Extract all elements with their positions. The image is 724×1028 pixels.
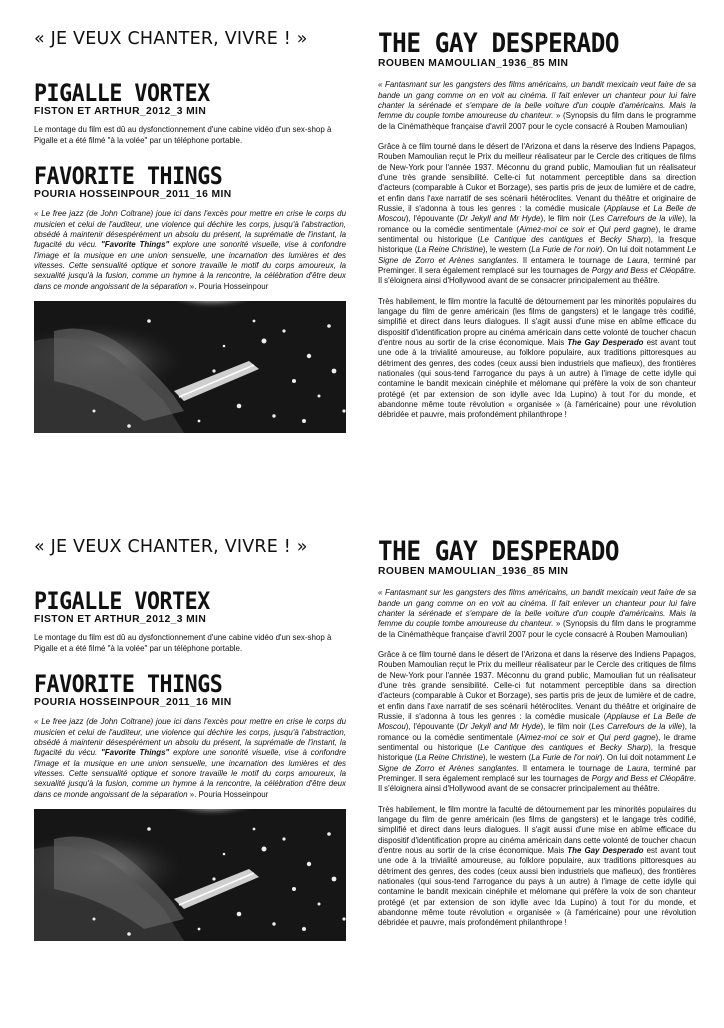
film-still-image	[34, 809, 346, 941]
quote-film-title: "Favorite Things"	[101, 240, 170, 250]
film-credit-pigalle-vortex: FISTON ET ARTHUR_2012_3 MIN	[34, 614, 207, 625]
film-credit-favorite-things: POURIA HOSSEINPOUR_2011_16 MIN	[34, 696, 232, 708]
film-description-pigalle-vortex: Le montage du film est dû au dysfonctionnement d'une cabine vidéo d'un sex-shop à Pigalle et a été filmé "à la volée" par un téléphone portable.	[34, 633, 332, 653]
quote-attribution: ». Pouria Hosseinpour	[187, 281, 269, 291]
right-column	[378, 538, 696, 928]
quote-text: « Le free jazz (de John Coltrane) joue ici dans l'excès pour mettre en crise le corps du musicien et celui de l'auditeur, une violence qui déchire les corps, jusqu'à l'abstraction, obsédé à maintenir désespérément un absolu du présent, la suprématie de l'instant, la fugacité du vécu.	[34, 209, 346, 250]
film-still-image	[34, 301, 346, 433]
film-credit-pigalle-vortex: FISTON ET ARTHUR_2012_3 MIN	[34, 106, 207, 117]
film-title-pigalle-vortex: PIGALLE VORTEX	[34, 79, 210, 107]
program-block-bottom	[0, 538, 724, 1028]
left-column	[34, 30, 346, 433]
synopsis-text: « Fantasmant sur les gangsters des films américains, un bandit mexicain veut faire de sa bande un gang comme on en voit au cinéma. Il fait enlever un chanteur pour lui faire chanter la sérénade et s'empare de la belle voiture d'un couple d'américains. Mais la femme du couple tombe amoureuse du chanteur.	[378, 80, 696, 121]
film-credit-gay-desperado: ROUBEN MAMOULIAN_1936_85 MIN	[378, 566, 569, 577]
film-title-gay-desperado: THE GAY DESPERADO	[378, 28, 620, 59]
film-quote-favorite-things	[34, 717, 346, 800]
quote-text: « Le free jazz (de John Coltrane) joue ici dans l'excès pour mettre en crise le corps du musicien et celui de l'auditeur, une violence qui déchire les corps, jusqu'à l'abstraction, obsédé à maintenir désespérément un absolu du présent, la suprématie de l'instant, la fugacité du vécu.	[34, 717, 346, 758]
quote-text: explore une sonorité visuelle, vise à confondre l'image et la musique en une union sensuelle, une incarnation des lumières et des vitesses. Cette sensualité optique et sonore travaille le motif du corps amoureux, la sexualité jusqu'à la fusion, comme un hymne à la rencontre, la célébration d'être deux dans ce monde angoissant de la séparation	[34, 748, 346, 799]
program-heading: « JE VEUX CHANTER, VIVRE ! »	[34, 29, 308, 49]
quote-film-title: "Favorite Things"	[101, 748, 170, 758]
film-still-photo	[34, 809, 346, 941]
quote-attribution: ». Pouria Hosseinpour	[187, 789, 269, 799]
film-synopsis	[378, 588, 696, 640]
left-column	[34, 538, 346, 941]
synopsis-source: » (Synopsis du film dans le programme de la Cinémathèque française d'avril 2007 pour le cycle consacré à Rouben Mamoulian)	[378, 111, 696, 131]
review-paragraph-2: Très habilement, le film montre la faculté de détournement par les minorités populaires du langage du film de genre américain (les films de gangsters) et le langage très codifié, simplifié et direct dans leurs dialogues. Il s'agit aussi d'une mise en abîme efficace du dispositif d'identification propre au cinéma américain dans cette volonté de toucher chacun d'entre nous au sortir de la crise économique. Mais The Gay Desperado est avant tout une ode à la trivialité amoureuse, au folklore populaire, aux traditions pittoresques au détriment des genres, des codes (ceux aussi bien industriels que mafieux), des frontières nationales (qui sous-tend l'arrogance du pays à un autre) à l'image de cette idylle qui contamine le bandit mexicain cinéphile et mélomane qui préfère la voix de son chanteur protégé (et par extension de son idylle avec Ida Lupino) à tout l'or du monde, et abandonne même toute révolution « organisée » (à l'américaine) pour une révolution débridée et pauvre, mais profondément philanthrope !	[378, 296, 696, 420]
film-title-pigalle-vortex: PIGALLE VORTEX	[34, 587, 210, 615]
film-title-favorite-things: FAVORITE THINGS	[34, 669, 223, 698]
film-credit-favorite-things: POURIA HOSSEINPOUR_2011_16 MIN	[34, 188, 232, 200]
review-paragraph-1: Grâce à ce film tourné dans le désert de l'Arizona et dans la réserve des Indiens Papagos, Rouben Mamoulian reçut le Prix du meilleur réalisateur par le Cercle des critiques de films de New-York pour l'année 1937. Méconnu du grand public, Mamoulian fut un réalisateur d'une très grande sensibilité. Celle-ci fut notamment perceptible dans sa direction d'acteurs (comparable à Cukor et Borzage), ses partis pris de jeux de lumière et de cadre, et enfin dans l'axe narratif de ses scénarii hétéroclites. Venant du théâtre et originaire de Russie, il s'adonna à tous les genres : la comédie musicale (Applause et La Belle de Moscou), l'épouvante (Dr Jekyll and Mr Hyde), le film noir (Les Carrefours de la ville), la romance ou la comédie sentimentale (Aimez-moi ce soir et Qui perd gagne), le drame sentimental ou historique (Le Cantique des cantiques et Becky Sharp), la fresque historique (La Reine Christine), le western (La Furie de l'or noir). On lui doit notamment Le Signe de Zorro et Arènes sanglantes. Il entamera le tournage de Laura, terminé par Preminger. Il sera également remplacé sur les tournages de Porgy and Bess et Cléopâtre. Il s'éloignera ainsi d'Hollywood avant de se consacrer principalement au théâtre.	[378, 649, 697, 794]
program-block-top	[0, 30, 724, 520]
synopsis-text: « Fantasmant sur les gangsters des films américains, un bandit mexicain veut faire de sa bande un gang comme on en voit au cinéma. Il fait enlever un chanteur pour lui faire chanter la sérénade et s'empare de la belle voiture d'un couple d'américains. Mais la femme du couple tombe amoureuse du chanteur.	[378, 588, 696, 629]
review-paragraph-1: Grâce à ce film tourné dans le désert de l'Arizona et dans la réserve des Indiens Papagos, Rouben Mamoulian reçut le Prix du meilleur réalisateur par le Cercle des critiques de films de New-York pour l'année 1937. Méconnu du grand public, Mamoulian fut un réalisateur d'une très grande sensibilité. Celle-ci fut notamment perceptible dans sa direction d'acteurs (comparable à Cukor et Borzage), ses partis pris de jeux de lumière et de cadre, et enfin dans l'axe narratif de ses scénarii hétéroclites. Venant du théâtre et originaire de Russie, il s'adonna à tous les genres : la comédie musicale (Applause et La Belle de Moscou), l'épouvante (Dr Jekyll and Mr Hyde), le film noir (Les Carrefours de la ville), la romance ou la comédie sentimentale (Aimez-moi ce soir et Qui perd gagne), le drame sentimental ou historique (Le Cantique des cantiques et Becky Sharp), la fresque historique (La Reine Christine), le western (La Furie de l'or noir). On lui doit notamment Le Signe de Zorro et Arènes sanglantes. Il entamera le tournage de Laura, terminé par Preminger. Il sera également remplacé sur les tournages de Porgy and Bess et Cléopâtre. Il s'éloignera ainsi d'Hollywood avant de se consacrer principalement au théâtre.	[378, 141, 697, 286]
film-quote-favorite-things	[34, 209, 346, 292]
film-synopsis	[378, 80, 696, 132]
synopsis-source: » (Synopsis du film dans le programme de la Cinémathèque française d'avril 2007 pour le cycle consacré à Rouben Mamoulian)	[378, 619, 696, 639]
quote-text: explore une sonorité visuelle, vise à confondre l'image et la musique en une union sensuelle, une incarnation des lumières et des vitesses. Cette sensualité optique et sonore travaille le motif du corps amoureux, la sexualité jusqu'à la fusion, comme un hymne à la rencontre, la célébration d'être deux dans ce monde angoissant de la séparation	[34, 240, 346, 291]
film-still-photo	[34, 301, 346, 433]
film-description-pigalle-vortex: Le montage du film est dû au dysfonctionnement d'une cabine vidéo d'un sex-shop à Pigalle et a été filmé "à la volée" par un téléphone portable.	[34, 125, 332, 145]
film-title-favorite-things: FAVORITE THINGS	[34, 161, 223, 190]
review-paragraph-2: Très habilement, le film montre la faculté de détournement par les minorités populaires du langage du film de genre américain (les films de gangsters) et le langage très codifié, simplifié et direct dans leurs dialogues. Il s'agit aussi d'une mise en abîme efficace du dispositif d'identification propre au cinéma américain dans cette volonté de toucher chacun d'entre nous au sortir de la crise économique. Mais The Gay Desperado est avant tout une ode à la trivialité amoureuse, au folklore populaire, aux traditions pittoresques au détriment des genres, des codes (ceux aussi bien industriels que mafieux), des frontières nationales (qui sous-tend l'arrogance du pays à un autre) à l'image de cette idylle qui contamine le bandit mexicain cinéphile et mélomane qui préfère la voix de son chanteur protégé (et par extension de son idylle avec Ida Lupino) à tout l'or du monde, et abandonne même toute révolution « organisée » (à l'américaine) pour une révolution débridée et pauvre, mais profondément philanthrope !	[378, 804, 696, 928]
program-heading: « JE VEUX CHANTER, VIVRE ! »	[34, 537, 308, 557]
film-credit-gay-desperado: ROUBEN MAMOULIAN_1936_85 MIN	[378, 58, 569, 69]
film-title-gay-desperado: THE GAY DESPERADO	[378, 536, 620, 567]
right-column	[378, 30, 696, 420]
